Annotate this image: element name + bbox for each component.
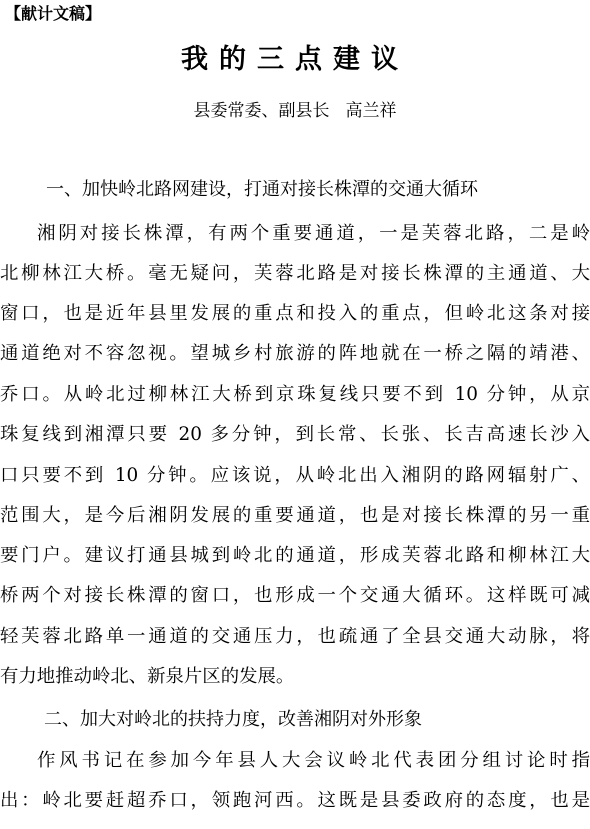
paragraph-line: 作风书记在参加今年县人大会议岭北代表团分组讨论时指 (37, 750, 590, 771)
article-title: 我的三点建议 (181, 44, 409, 75)
section-heading-1: 一、加快岭北路网建设，打通对接长株潭的交通大循环 (46, 179, 478, 200)
section-heading-2: 二、加大对岭北的扶持力度，改善湘阴对外形象 (44, 709, 422, 730)
paragraph-line: 湘阴对接长株潭，有两个重要通道，一是芙蓉北路，二是岭 (37, 223, 590, 244)
paragraph-line: 乔口。从岭北过柳林江大桥到京珠复线只要不到 10 分钟，从京 (0, 384, 590, 405)
paragraph-line: 轻芙蓉北路单一通道的交通压力，也疏通了全县交通大动脉，将 (0, 626, 590, 647)
paragraph-line: 窗口，也是近年县里发展的重点和投入的重点，但岭北这条对接 (0, 303, 590, 324)
paragraph-line: 范围大，是今后湘阴发展的重要通道，也是对接长株潭的另一重 (0, 505, 590, 526)
paragraph-line: 北柳林江大桥。毫无疑问，芙蓉北路是对接长株潭的主通道、大 (0, 263, 590, 284)
paragraph-line: 通道绝对不容忽视。望城乡村旅游的阵地就在一桥之隔的靖港、 (0, 343, 590, 364)
byline (0, 100, 590, 122)
paragraph-line: 要门户。建议打通县城到岭北的通道，形成芙蓉北路和柳林江大 (0, 545, 590, 566)
paragraph-line: 珠复线到湘潭只要 20 多分钟，到长常、长张、长吉高速长沙入 (0, 424, 590, 445)
paragraph-line: 出：岭北要赶超乔口，领跑河西。这既是县委政府的态度，也是 (0, 790, 590, 811)
column-tag: 【献计文稿】 (5, 4, 102, 23)
author-position: 县委常委、副县长 (193, 101, 330, 121)
paragraph-line: 口只要不到 10 分钟。应该说，从岭北出入湘阴的路网辐射广、 (0, 465, 590, 486)
author-name: 高兰祥 (345, 101, 397, 121)
paragraph-line: 桥两个对接长株潭的窗口，也形成一个交通大循环。这样既可减 (0, 585, 590, 606)
paragraph-line: 有力地推动岭北、新泉片区的发展。 (0, 666, 295, 687)
